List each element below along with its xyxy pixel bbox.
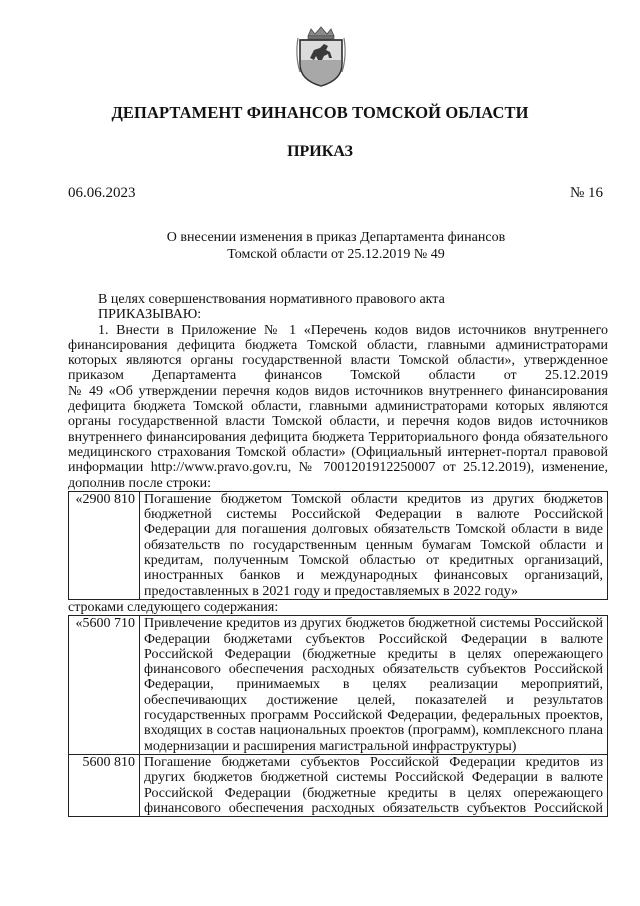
document-number: № 16: [569, 185, 603, 201]
description-cell: [140, 754, 608, 816]
document-subject: [0, 229, 640, 263]
paragraph-line: № 49 «Об утверждении перечня кодов видов источников внутреннего финансирования: [68, 383, 608, 399]
cell-line: обеспечивающих достижение целей, показателей и результатов: [144, 692, 603, 708]
paragraph-line: дефицита бюджета Томской области, главными администраторами которых являются: [68, 399, 608, 415]
cell-line: Федерации, принимаемых в целях реализации мероприятий,: [144, 677, 603, 693]
cell-line: входящих в состав национальных проектов (программ), комплексного плана: [144, 723, 603, 739]
document-body: [68, 292, 608, 817]
preamble: В целях совершенствования нормативного правового акта: [98, 292, 445, 307]
paragraph-line: 1. Внести в Приложение № 1 «Перечень кодов видов источников внутреннего: [98, 322, 608, 338]
description-cell: [140, 616, 608, 755]
cell-line: государственных программ Российской Федерации, федеральных проектов,: [144, 708, 603, 724]
paragraph-line: приказом Департамента финансов Томской области от 25.12.2019: [68, 368, 608, 384]
subject-line: Томской области от 25.12.2019 № 49: [227, 247, 445, 262]
paragraph-line: которых являются органы государственной власти Томской области», утвержденное: [68, 353, 608, 369]
cell-line: финансового обеспечения расходных обязательств субъектов Российской: [144, 800, 603, 816]
cell-line: финансового обеспечения расходных обязательств субъектов Российской: [144, 662, 603, 678]
subject-line: О внесении изменения в приказ Департамента финансов: [166, 230, 506, 245]
cell-line: иностранных банков и международных финансовых организаций,: [144, 568, 603, 584]
cell-line: Российской Федерации (бюджетные кредиты в целях опережающего: [144, 646, 603, 662]
cell-line: обязательств по государственным ценным бумагам Томской области и: [144, 537, 603, 553]
code-cell: «5600 710: [69, 616, 140, 755]
paragraph-line: внутреннего финансирования дефицита бюджета Территориального фонда обязательного: [68, 429, 608, 445]
cell-line: Федерации бюджетами субъектов Российской Федерации в валюте: [144, 631, 603, 647]
table-row: [69, 491, 608, 599]
paragraph-line: дополнив после строки:: [68, 475, 211, 491]
table-row: [69, 616, 608, 755]
tomsk-region-coat-of-arms-icon: [294, 26, 348, 88]
codes-table-new: [68, 615, 608, 817]
document-type: ПРИКАЗ: [287, 143, 353, 160]
paragraph-line: медицинского страхования Томской области» (Официальный интернет-портал правовой: [68, 444, 608, 460]
cell-line: бюджетной системы Российской Федерации в валюте Российской: [144, 507, 603, 523]
paragraph-line: финансирования дефицита бюджета Томской области, главными администраторами: [68, 337, 608, 353]
cell-line: предоставленных в 2021 году и предоставляемых в 2022 году»: [144, 583, 519, 599]
cell-line: Федерации для погашения долговых обязательств Томской области в виде: [144, 522, 603, 538]
document-date: 06.06.2023: [68, 185, 136, 201]
cell-line: Погашение бюджетами субъектов Российской Федерации кредитов из: [144, 754, 603, 770]
cell-line: Привлечение кредитов из других бюджетов бюджетной системы Российской: [144, 616, 603, 632]
department-title: ДЕПАРТАМЕНТ ФИНАНСОВ ТОМСКОЙ ОБЛАСТИ: [111, 103, 529, 122]
paragraph-line: органы государственной власти Томской области, и перечня кодов видов источников: [68, 414, 608, 430]
order-word: ПРИКАЗЫВАЮ:: [98, 307, 202, 323]
codes-table-existing: [68, 491, 608, 600]
paragraph-line: информации http://www.pravo.gov.ru, № 7001201912250007 от 25.12.2019), изменение,: [68, 460, 608, 476]
cell-line: кредитам, полученным Томской областью от кредитных организаций,: [144, 553, 603, 569]
description-cell: [140, 491, 608, 599]
code-cell: 5600 810: [69, 754, 140, 816]
code-cell: «2900 810: [69, 491, 140, 599]
item-1-paragraph: [68, 323, 608, 491]
cell-line: Погашение бюджетом Томской области кредитов из других бюджетов: [144, 491, 603, 507]
cell-line: Российской Федерации (бюджетные кредиты в целях опережающего: [144, 785, 603, 801]
after-table-text: строками следующего содержания:: [68, 599, 279, 615]
table-row: [69, 754, 608, 816]
cell-line: других бюджетов бюджетной системы Российской Федерации в валюте: [144, 770, 603, 786]
cell-line: модернизации и расширения магистральной инфраструктуры): [144, 738, 517, 754]
